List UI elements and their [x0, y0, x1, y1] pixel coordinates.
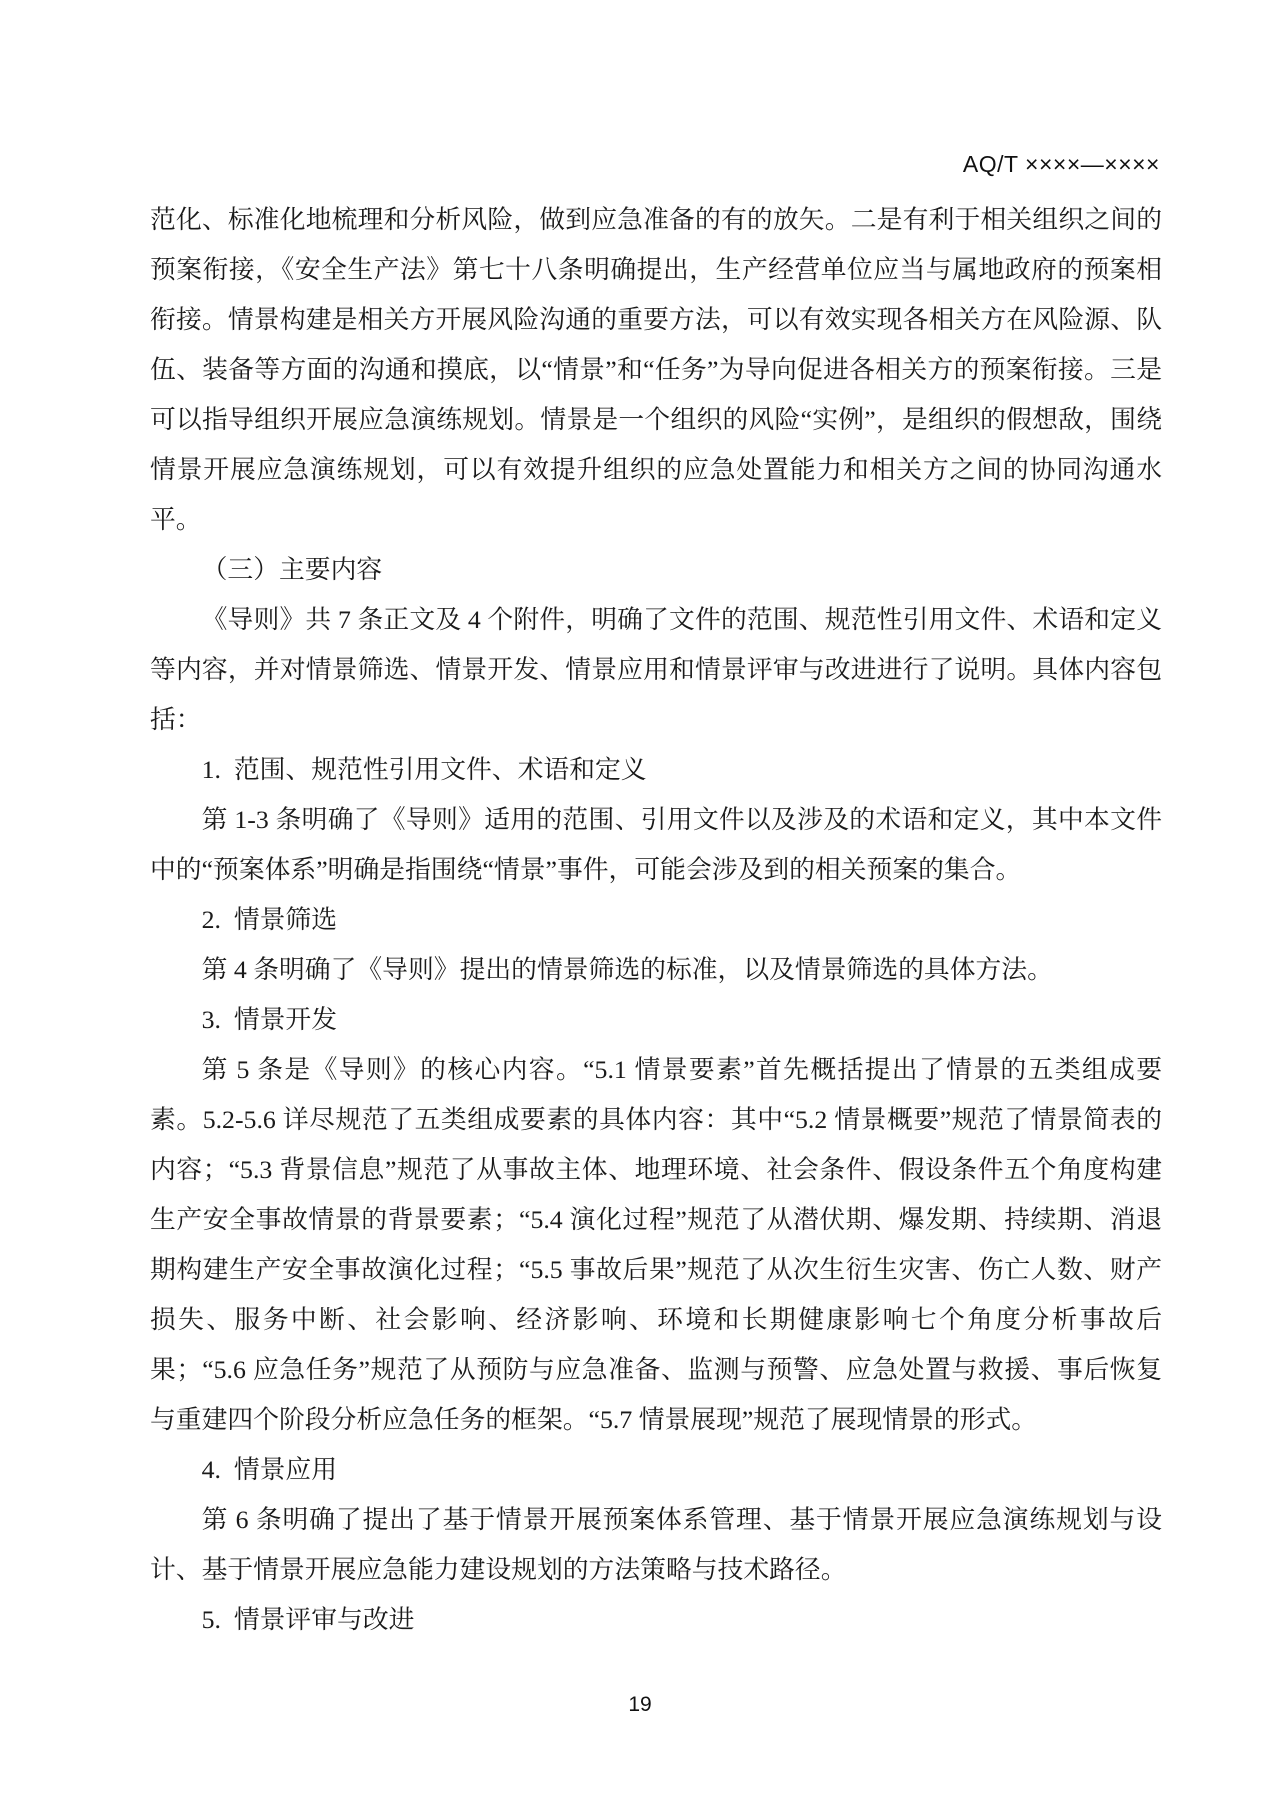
- paragraph: 第 1-3 条明确了《导则》适用的范围、引用文件以及涉及的术语和定义，其中本文件中的“预案体系”明确是指围绕“情景”事件，可能会涉及到的相关预案的集合。: [150, 805, 1162, 884]
- paragraph: 5. 情景评审与改进: [201, 1605, 415, 1634]
- paragraph: 《导则》共 7 条正文及 4 个附件，明确了文件的范围、规范性引用文件、术语和定义等内容，并对情景筛选、情景开发、情景应用和情景评审与改进进行了说明。具体内容包括：: [150, 605, 1162, 734]
- paragraph: 2. 情景筛选: [201, 905, 338, 934]
- paragraph: 3. 情景开发: [201, 1005, 338, 1034]
- page-number: 19: [628, 1693, 652, 1716]
- paragraph: （三）主要内容: [201, 555, 383, 584]
- page-header: [963, 150, 1160, 178]
- page-footer: [0, 1692, 1280, 1718]
- paragraph: 第 6 条明确了提出了基于情景开展预案体系管理、基于情景开展应急演练规划与设计、基于情景开展应急能力建设规划的方法策略与技术路径。: [150, 1505, 1162, 1584]
- paragraph: 4. 情景应用: [201, 1455, 338, 1484]
- paragraph: 范化、标准化地梳理和分析风险，做到应急准备的有的放矢。二是有利于相关组织之间的预案衔接，《安全生产法》第七十八条明确提出，生产经营单位应当与属地政府的预案相衔接。情景构建是相关方开展风险沟通的重要方法，可以有效实现各相关方在风险源、队伍、装备等方面的沟通和摸底，以“情景”和“任务”为导向促进各相关方的预案衔接。三是可以指导组织开展应急演练规划。情景是一个组织的风险“实例”，是组织的假想敌，围绕情景开展应急演练规划，可以有效提升组织的应急处置能力和相关方之间的协同沟通水平。: [150, 205, 1162, 534]
- doc-code: AQ/T ××××—××××: [962, 151, 1160, 177]
- paragraph: 第 5 条是《导则》的核心内容。“5.1 情景要素”首先概括提出了情景的五类组成要素。5.2-5.6 详尽规范了五类组成要素的具体内容：其中“5.2 情景概要”规范了情景简表的内容；“5.3 背景信息”规范了从事故主体、地理环境、社会条件、假设条件五个角度构建生产安全事故情景的背景要素；“5.4 演化过程”规范了从潜伏期、爆发期、持续期、消退期构建生产安全事故演化过程；“5.5 事故后果”规范了从次生衍生灾害、伤亡人数、财产损失、服务中断、社会影响、经济影响、环境和长期健康影响七个角度分析事故后果；“5.6 应急任务”规范了从预防与应急准备、监测与预警、应急处置与救援、事后恢复与重建四个阶段分析应急任务的框架。“5.7 情景展现”规范了展现情景的形式。: [150, 1055, 1162, 1434]
- paragraph: 第 4 条明确了《导则》提出的情景筛选的标准，以及情景筛选的具体方法。: [201, 955, 1053, 984]
- paragraph: 1. 范围、规范性引用文件、术语和定义: [201, 755, 647, 784]
- document-body: [150, 195, 1162, 1645]
